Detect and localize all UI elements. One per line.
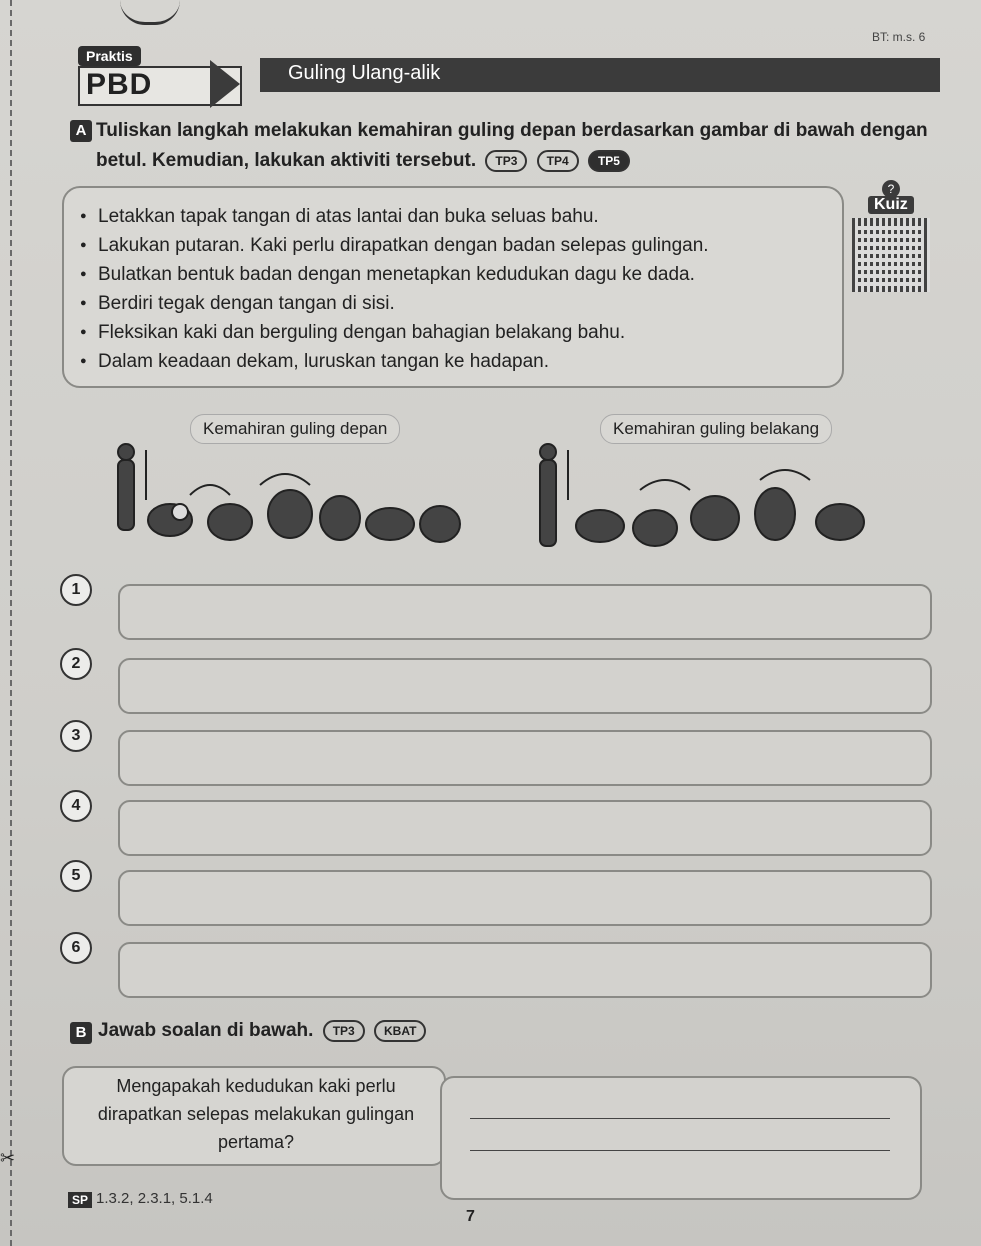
step-item: ● Bulatkan bentuk badan dengan menetapkan kedudukan dagu ke dada. <box>80 260 709 289</box>
question-text: Mengapakah kedudukan kaki perlu dirapatkan selepas melakukan gulingan pertama? <box>97 1076 415 1152</box>
kbat-badge: KBAT <box>374 1020 426 1042</box>
instruction-text: Tuliskan langkah melakukan kemahiran guling depan berdasarkan gambar di bawah dengan betul. Kemudian, lakukan aktiviti tersebut. <box>96 120 928 171</box>
back-roll-label: Kemahiran guling belakang <box>600 414 832 444</box>
answer-box-3[interactable] <box>118 730 932 786</box>
tp3-badge: TP3 <box>485 150 527 172</box>
answer-line[interactable] <box>470 1118 890 1119</box>
answer-number: 1 <box>60 574 92 606</box>
section-b-text: Jawab soalan di bawah. <box>98 1020 314 1042</box>
standard-references: 1.3.2, 2.3.1, 5.1.4 <box>96 1190 213 1207</box>
step-item: ● Dalam keadaan dekam, luruskan tangan ke hadapan. <box>80 347 709 376</box>
front-roll-label: Kemahiran guling depan <box>190 414 400 444</box>
answer-box-4[interactable] <box>118 800 932 856</box>
scissors-icon: ✂ <box>0 1148 16 1168</box>
question-icon: ? <box>882 180 900 198</box>
answer-number: 5 <box>60 860 92 892</box>
sp-badge: SP <box>68 1192 92 1208</box>
answer-area[interactable] <box>440 1076 922 1200</box>
praktis-tag: Praktis <box>78 46 141 66</box>
tp4-badge: TP4 <box>537 150 579 172</box>
back-roll-figures <box>540 444 864 546</box>
section-a-badge: A <box>70 120 92 142</box>
answer-row-2 <box>60 648 930 710</box>
section-b-badge: B <box>70 1022 92 1044</box>
answer-row-4 <box>60 790 930 852</box>
answer-box-1[interactable] <box>118 584 932 640</box>
step-item: ● Berdiri tegak dengan tangan di sisi. <box>80 289 709 318</box>
step-item: ● Fleksikan kaki dan berguling dengan bahagian belakang bahu. <box>80 318 709 347</box>
section-a-instruction <box>96 116 936 176</box>
answer-line[interactable] <box>470 1150 890 1151</box>
qr-code-icon[interactable] <box>852 218 930 292</box>
decorative-swoosh <box>120 0 180 25</box>
answer-row-1 <box>60 574 930 636</box>
answer-row-5 <box>60 860 930 922</box>
answer-box-2[interactable] <box>118 658 932 714</box>
answer-number: 3 <box>60 720 92 752</box>
answer-box-6[interactable] <box>118 942 932 998</box>
answer-row-3 <box>60 720 930 782</box>
pbd-label: PBD <box>86 68 153 101</box>
page-number: 7 <box>466 1208 475 1225</box>
answer-box-5[interactable] <box>118 870 932 926</box>
tp3-badge: TP3 <box>323 1020 365 1042</box>
roll-illustrations <box>110 440 910 560</box>
tp5-badge: TP5 <box>588 150 630 172</box>
step-item: ● Letakkan tapak tangan di atas lantai dan buka seluas bahu. <box>80 202 709 231</box>
section-b-instruction <box>98 1020 426 1042</box>
page-reference: BT: m.s. 6 <box>872 30 926 44</box>
front-roll-figures <box>118 444 460 542</box>
step-item: ● Lakukan putaran. Kaki perlu dirapatkan dengan badan selepas gulingan. <box>80 231 709 260</box>
answer-row-6 <box>60 932 930 994</box>
answer-number: 6 <box>60 932 92 964</box>
steps-list <box>80 202 709 376</box>
banner-arrow-icon <box>210 60 240 108</box>
answer-number: 4 <box>60 790 92 822</box>
header-banner <box>60 40 940 104</box>
page-title: Guling Ulang-alik <box>288 62 441 84</box>
kuiz-label[interactable]: Kuiz <box>868 196 914 214</box>
answer-number: 2 <box>60 648 92 680</box>
cut-line <box>10 0 12 1246</box>
